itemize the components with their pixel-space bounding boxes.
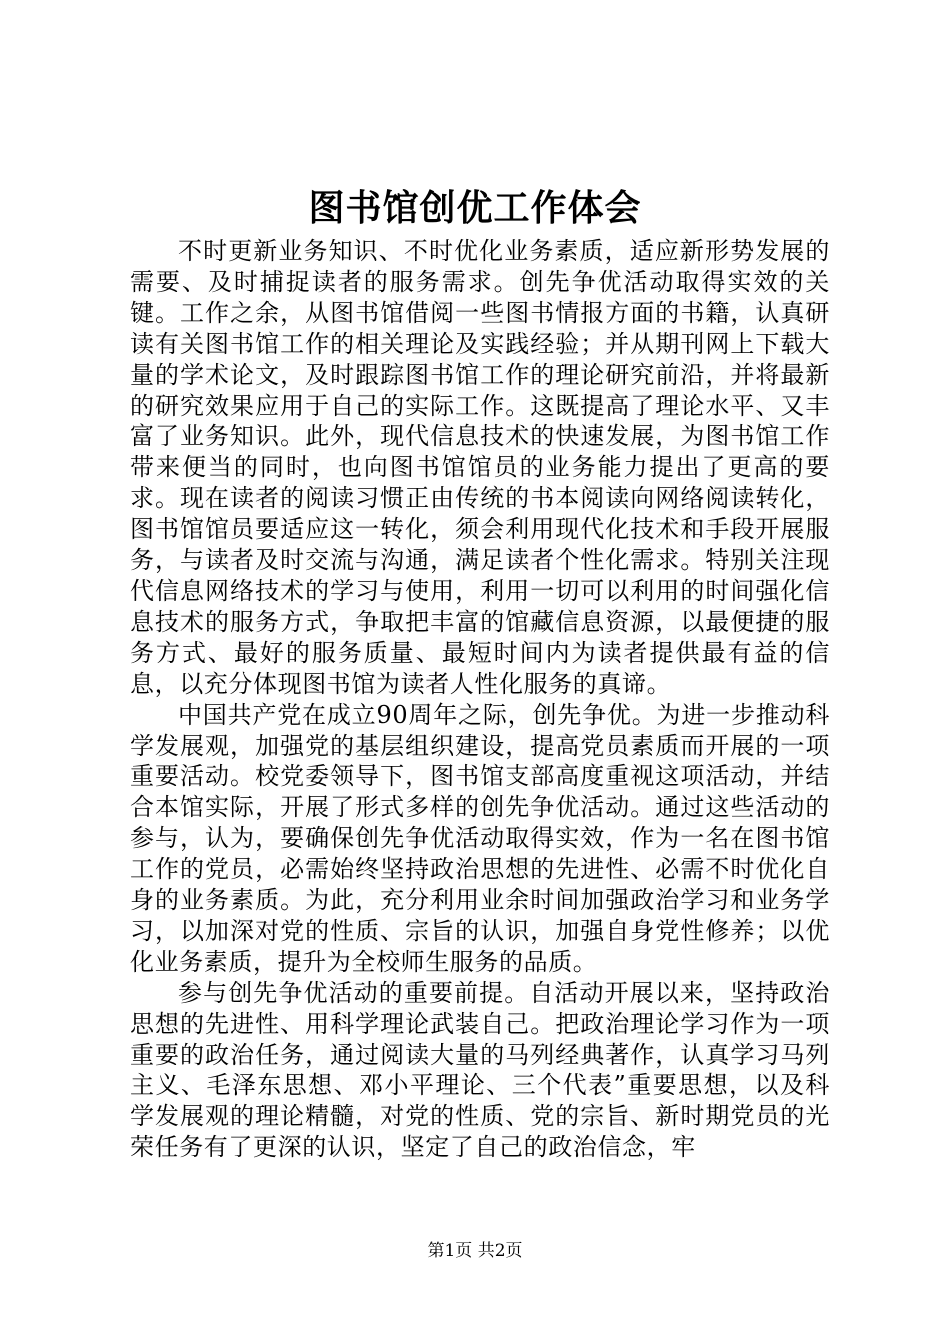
- document-body: [130, 236, 830, 1163]
- paragraph: 中国共产党在成立90周年之际，创先争优。为进一步推动科学发展观，加强党的基层组织建设，提高党员素质而开展的一项重要活动。校党委领导下，图书馆支部高度重视这项活动，并结合本馆实际，开展了形式多样的创先争优活动。通过这些活动的参与，认为，要确保创先争优活动取得实效，作为一名在图书馆工作的党员，必需始终坚持政治思想的先进性、必需不时优化自身的业务素质。为此，充分利用业余时间加强政治学习和业务学习，以加深对党的性质、宗旨的认识，加强自身党性修养；以优化业务素质，提升为全校师生服务的品质。: [130, 700, 830, 976]
- page-footer: 第1页 共2页: [427, 1241, 523, 1261]
- paragraph: 参与创先争优活动的重要前提。自活动开展以来，坚持政治思想的先进性、用科学理论武装自己。把政治理论学习作为一项重要的政治任务，通过阅读大量的马列经典著作，认真学习马列主义、毛泽东思想、邓小平理论、三个代表”重要思想，以及科学发展观的理论精髓，对党的性质、党的宗旨、新时期党员的光荣任务有了更深的认识，坚定了自己的政治信念，牢: [130, 978, 830, 1162]
- document-title: 图书馆创优工作体会: [308, 187, 642, 229]
- paragraph: 不时更新业务知识、不时优化业务素质，适应新形势发展的需要、及时捕捉读者的服务需求。创先争优活动取得实效的关键。工作之余，从图书馆借阅一些图书情报方面的书籍，认真研读有关图书馆工作的相关理论及实践经验；并从期刊网上下载大量的学术论文，及时跟踪图书馆工作的理论研究前沿，并将最新的研究效果应用于自己的实际工作。这既提高了理论水平、又丰富了业务知识。此外，现代信息技术的快速发展，为图书馆工作带来便当的同时，也向图书馆馆员的业务能力提出了更高的要求。现在读者的阅读习惯正由传统的书本阅读向网络阅读转化，图书馆馆员要适应这一转化，须会利用现代化技术和手段开展服务，与读者及时交流与沟通，满足读者个性化需求。特别关注现代信息网络技术的学习与使用，利用一切可以利用的时间强化信息技术的服务方式，争取把丰富的馆藏信息资源，以最便捷的服务方式、最好的服务质量、最短时间内为读者提供最有益的信息，以充分体现图书馆为读者人性化服务的真谛。: [130, 237, 830, 698]
